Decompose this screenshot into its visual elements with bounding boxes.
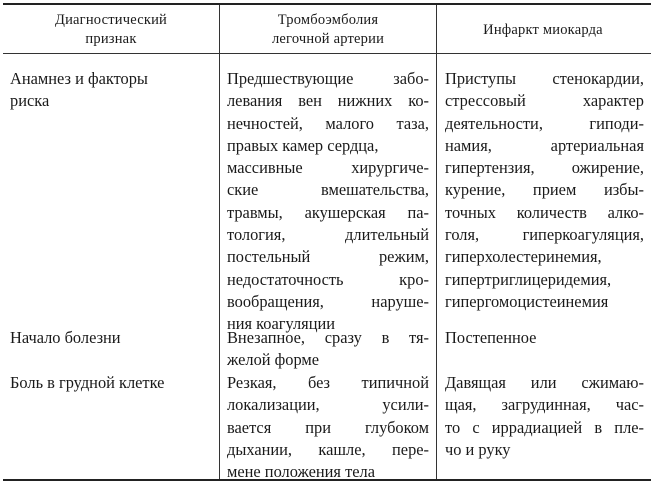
text-line: голя, гиперкоагуляция, [445, 225, 644, 245]
comparison-table [3, 3, 651, 481]
text-line: желой форме [227, 350, 320, 370]
row-chest-pain-mi [445, 372, 644, 461]
header-myocardial-infarction [437, 5, 649, 55]
header-col2-line: легочной артерии [271, 31, 385, 47]
row-history-pe [227, 68, 429, 336]
text-line: чо и руку [445, 439, 511, 459]
column-divider-2 [436, 5, 437, 479]
text-line: гипергомоцистеинемия [445, 291, 609, 311]
text-line: риска [10, 91, 50, 111]
text-line: деятельности, гиподи- [445, 113, 644, 133]
text-line: Внезапное, сразу в тя- [227, 328, 429, 347]
text-line: нечностей, малого таза, [227, 113, 429, 133]
text-line: курение, прием избы- [445, 180, 644, 200]
text-line: Постепенное [445, 328, 537, 347]
text-line: постельный режим, [227, 247, 429, 267]
text-line: правых камер сердца, [227, 135, 379, 155]
column-divider-1 [219, 5, 220, 479]
text-line: дыхании, кашле, пере- [227, 439, 429, 459]
text-line: ские вмешательства, [227, 180, 429, 200]
text-line: точных количеств алко- [445, 202, 644, 222]
text-line: Анамнез и факторы [10, 69, 148, 88]
header-diagnostic-sign [3, 5, 219, 55]
text-line: щая, загрудинная, час- [445, 395, 644, 415]
header-col2-line: Тромбоэмболия [277, 12, 379, 28]
text-line: гипертриглицеридемия, [445, 269, 612, 289]
text-line: Предшествующие забо- [227, 69, 429, 88]
text-line: вается при глубоком [227, 417, 429, 437]
text-line: гипертензия, ожирение, [445, 158, 644, 178]
header-col3-line: Инфаркт миокарда [483, 21, 603, 38]
text-line: недостаточность кро- [227, 269, 429, 289]
text-line: Приступы стенокардии, [445, 69, 644, 88]
text-line: гиперхолестеринемия, [445, 247, 602, 267]
text-line: Боль в грудной клетке [10, 373, 165, 392]
row-history-label [10, 68, 210, 113]
row-chest-pain-pe [227, 372, 429, 483]
text-line: ния коагуляции [227, 314, 336, 334]
text-line: левания вен нижних ко- [227, 91, 429, 111]
row-onset-pe [227, 327, 429, 372]
text-line: массивные хирургиче- [227, 158, 429, 178]
header-col1-line: Диагностический [54, 12, 168, 28]
text-line: Резкая, без типичной [227, 373, 429, 392]
text-line: вообращения, наруше- [227, 291, 429, 311]
text-line: Давящая или сжимаю- [445, 373, 644, 392]
text-line: локализации, усили- [227, 395, 429, 415]
text-line: намия, артериальная [445, 135, 644, 155]
header-col1-line: признак [85, 31, 137, 47]
text-line: травмы, акушерская па- [227, 202, 429, 222]
row-onset-mi [445, 327, 644, 349]
text-line: Начало болезни [10, 328, 121, 347]
header-pulmonary-embolism [220, 5, 436, 55]
text-line: то с иррадиацией в пле- [445, 417, 644, 437]
text-line: тология, длительный [227, 225, 429, 245]
row-chest-pain-label [10, 372, 216, 394]
row-onset-label [10, 327, 210, 349]
text-line: стрессовый характер [445, 91, 644, 111]
text-line: мене положения тела [227, 462, 375, 482]
row-history-mi [445, 68, 644, 313]
